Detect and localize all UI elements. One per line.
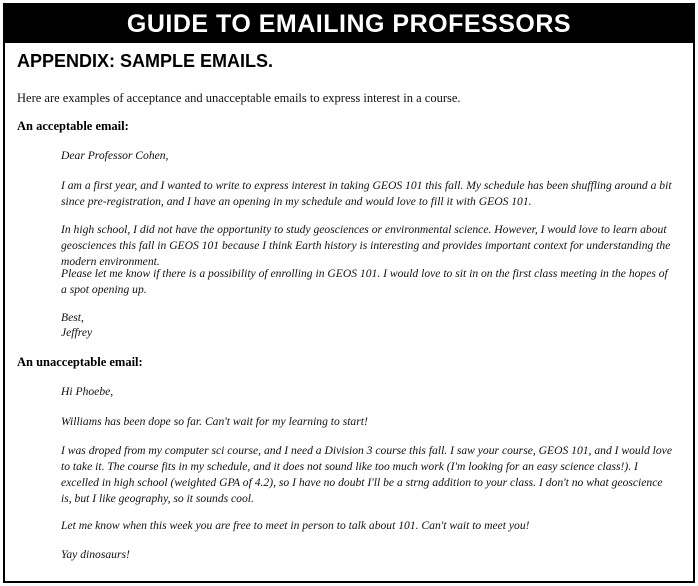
intro-text: Here are examples of acceptance and unacceptable emails to express interest in a course. <box>17 91 461 105</box>
unacceptable-email-label: An unacceptable email: <box>17 355 143 369</box>
acceptable-signature: Jeffrey <box>61 326 93 339</box>
page-banner-title: GUIDE TO EMAILING PROFESSORS <box>5 5 693 43</box>
acceptable-email-label: An acceptable email: <box>17 119 129 133</box>
acceptable-paragraph-1: I am a first year, and I wanted to write to express interest in taking GEOS 101 this fall. My schedule has been shuffling around a bit since pre-registration, and I have an opening in my schedule and would love to fill it with GEOS 101. <box>61 179 672 208</box>
unacceptable-closing: Yay dinosaurs! <box>61 548 130 561</box>
acceptable-greeting: Dear Professor Cohen, <box>61 149 169 162</box>
unacceptable-paragraph-1: Williams has been dope so far. Can't wait for my learning to start! <box>61 415 368 428</box>
unacceptable-paragraph-2: I was droped from my computer sci course, and I need a Division 3 course this fall. I saw your course, GEOS 101, and I would love to take it. The course fits in my schedule, and it does not sound like too much work (I'm looking for an easy science class!). I excelled in high school (weighted GPA of 4.2), so I have no doubt I'll be a strng addition to your class. I don't no what geoscience is, but I like geography, so it sounds cool. <box>61 444 672 505</box>
unacceptable-paragraph-3: Let me know when this week you are free to meet in person to talk about 101. Can't wait to meet you! <box>61 519 530 532</box>
appendix-heading: APPENDIX: SAMPLE EMAILS. <box>17 51 274 71</box>
acceptable-paragraph-2: In high school, I did not have the opportunity to study geosciences or environmental science. However, I would love to learn about geosciences this fall in GEOS 101 because I think Earth history is interesting and provides important context for understanding the modern environment. <box>61 223 671 268</box>
document-page <box>3 3 695 583</box>
acceptable-closing: Best, <box>61 311 84 324</box>
unacceptable-greeting: Hi Phoebe, <box>61 385 114 398</box>
acceptable-paragraph-3: Please let me know if there is a possibility of enrolling in GEOS 101. I would love to sit in on the first class meeting in the hopes of a spot opening up. <box>61 267 668 296</box>
